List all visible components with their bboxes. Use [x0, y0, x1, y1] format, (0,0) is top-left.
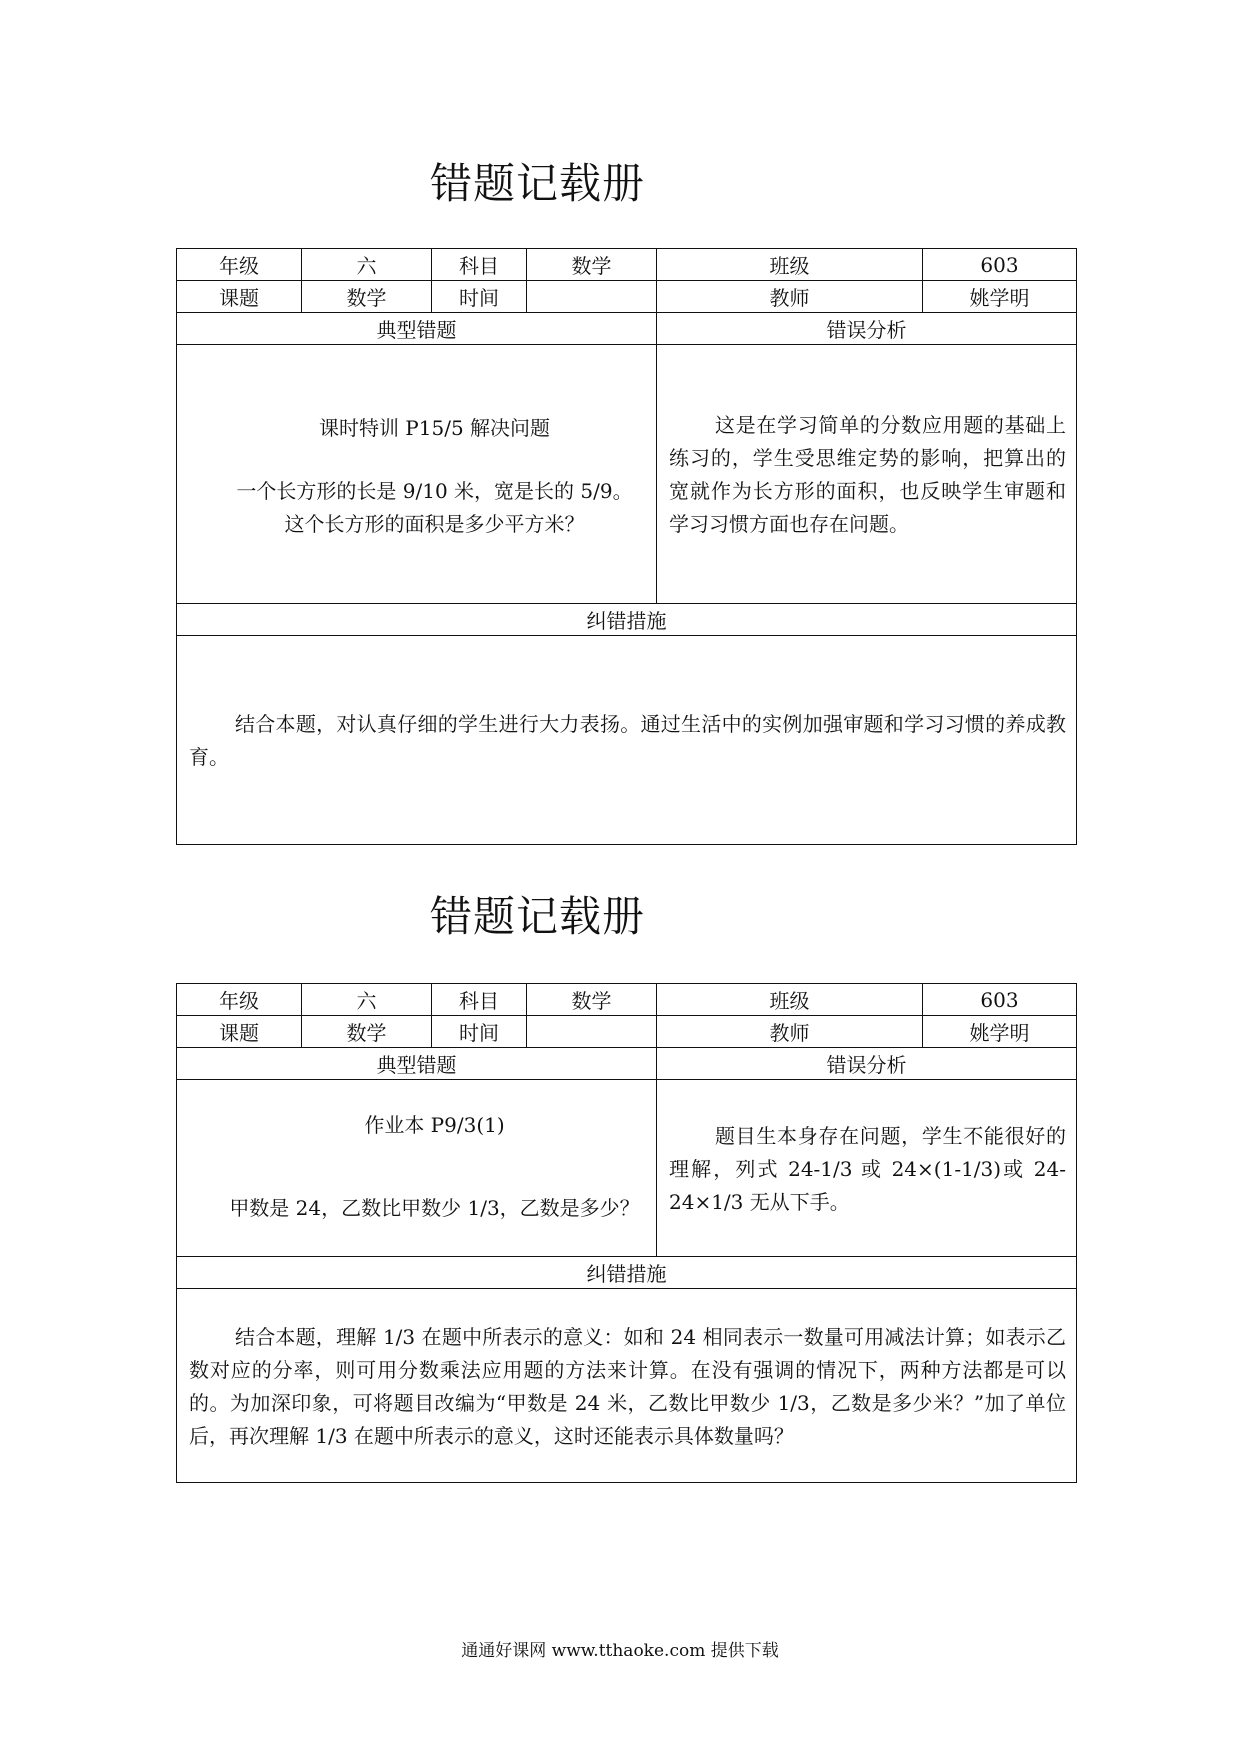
record-title: 错题记载册: [429, 892, 645, 941]
error-analysis-cell: [657, 1080, 1077, 1257]
error-record-table: [176, 983, 1077, 1483]
meta-row: [177, 249, 1077, 281]
topic-value: 数学: [302, 281, 432, 313]
footer-download-note: 通通好课网 www.tthaoke.com 提供下载: [461, 1641, 779, 1661]
meta-row: [177, 1016, 1077, 1048]
class-value: 603: [923, 249, 1077, 281]
grade-label: 年级: [177, 984, 302, 1016]
remedy-row: [177, 636, 1077, 845]
remedy-text: 结合本题，理解 1/3 在题中所表示的意义：如和 24 相同表示一数量可用减法计算；如表示乙数对应的分率，则可用分数乘法应用题的方法来计算。在没有强调的情况下，两种方法都是可以的。为加深印象，可将题目改编为“甲数是 24 米，乙数比甲数少 1/3，乙数是多少米？”加了单位后，再次理解 1/3 在题中所表示的意义，这时还能表示具体数量吗？: [189, 1324, 1066, 1448]
teacher-value: 姚学明: [923, 1016, 1077, 1048]
time-value: [527, 281, 657, 313]
topic-label: 课题: [177, 281, 302, 313]
meta-row: [177, 281, 1077, 313]
remedy-header: 纠错措施: [177, 1257, 1077, 1289]
subject-label: 科目: [432, 249, 527, 281]
subject-value: 数学: [527, 249, 657, 281]
grade-label: 年级: [177, 249, 302, 281]
time-label: 时间: [432, 1016, 527, 1048]
typical-error-header: 典型错题: [177, 313, 657, 345]
error-analysis-header: 错误分析: [657, 1048, 1077, 1080]
meta-row: [177, 984, 1077, 1016]
section-header-row: [177, 313, 1077, 345]
error-analysis-header: 错误分析: [657, 313, 1077, 345]
grade-value: 六: [302, 984, 432, 1016]
question-source: 课时特训 P15/5 解决问题: [318, 416, 551, 440]
analysis-text: 这是在学习简单的分数应用题的基础上练习的，学生受思维定势的影响，把算出的宽就作为长方形的面积，也反映学生审题和学习习惯方面也存在问题。: [669, 413, 1066, 536]
subject-value: 数学: [527, 984, 657, 1016]
teacher-label: 教师: [657, 281, 923, 313]
question-text: 一个长方形的长是 9/10 米，宽是长的 5/9。这个长方形的面积是多少平方米？: [236, 479, 633, 536]
grade-value: 六: [302, 249, 432, 281]
topic-label: 课题: [177, 1016, 302, 1048]
teacher-value: 姚学明: [923, 281, 1077, 313]
typical-error-cell: [177, 1080, 657, 1257]
teacher-label: 教师: [657, 1016, 923, 1048]
subject-label: 科目: [432, 984, 527, 1016]
remedy-cell: [177, 636, 1077, 845]
analysis-text: 题目生本身存在问题，学生不能很好的理解，列式 24-1/3 或 24×(1-1/3)或 24-24×1/3 无从下手。: [669, 1123, 1066, 1214]
time-label: 时间: [432, 281, 527, 313]
remedy-header-row: [177, 1257, 1077, 1289]
question-text: 甲数是 24，乙数比甲数少 1/3，乙数是多少？: [229, 1196, 640, 1220]
record-title: 错题记载册: [429, 159, 645, 208]
remedy-row: [177, 1289, 1077, 1483]
error-analysis-cell: [657, 345, 1077, 604]
remedy-cell: [177, 1289, 1077, 1483]
class-value: 603: [923, 984, 1077, 1016]
remedy-header: 纠错措施: [177, 604, 1077, 636]
remedy-header-row: [177, 604, 1077, 636]
content-row: [177, 345, 1077, 604]
question-source: 作业本 P9/3(1): [364, 1113, 505, 1137]
typical-error-header: 典型错题: [177, 1048, 657, 1080]
typical-error-cell: [177, 345, 657, 604]
topic-value: 数学: [302, 1016, 432, 1048]
class-label: 班级: [657, 249, 923, 281]
time-value: [527, 1016, 657, 1048]
content-row: [177, 1080, 1077, 1257]
class-label: 班级: [657, 984, 923, 1016]
remedy-text: 结合本题，对认真仔细的学生进行大力表扬。通过生活中的实例加强审题和学习习惯的养成教育。: [189, 712, 1066, 769]
error-record-table: [176, 248, 1077, 845]
section-header-row: [177, 1048, 1077, 1080]
